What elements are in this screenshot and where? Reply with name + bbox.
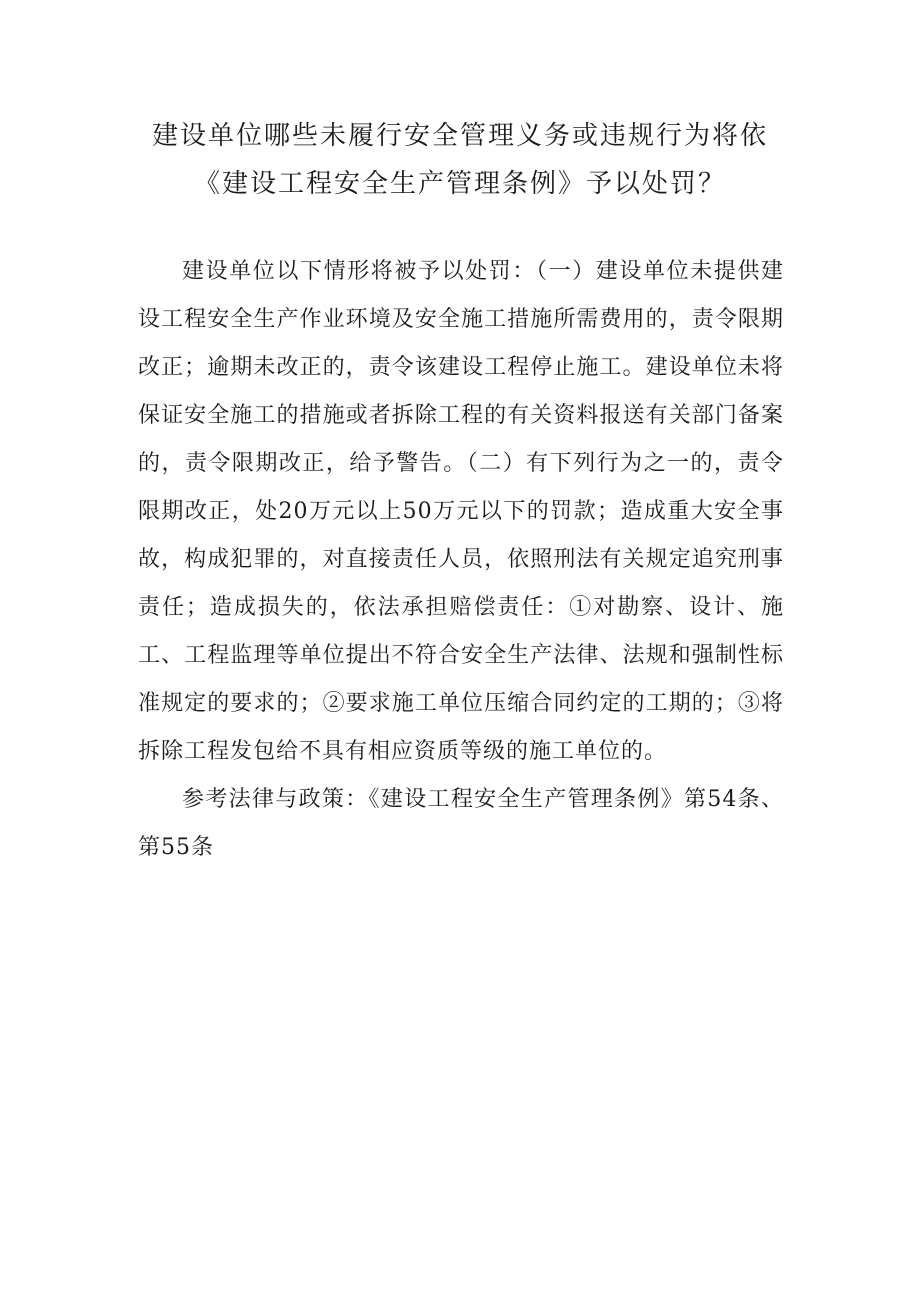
penalty-paragraph: 建设单位以下情形将被予以处罚：（一）建设单位未提供建设工程安全生产作业环境及安全施工措施所需费用的，责令限期改正；逾期未改正的，责令该建设工程停止施工。建设单位未将保证安全施工的措施或者拆除工程的有关资料报送有关部门备案的，责令限期改正，给予警告。（二）有下列行为之一的，责令限期改正，处20万元以上50万元以下的罚款；造成重大安全事故，构成犯罪的，对直接责任人员，依照刑法有关规定追究刑事责任；造成损失的，依法承担赔偿责任：①对勘察、设计、施工、工程监理等单位提出不符合安全生产法律、法规和强制性标准规定的要求的；②要求施工单位压缩合同约定的工期的；③将拆除工程发包给不具有相应资质等级的施工单位的。 [138,259,784,764]
title-line-1: 建设单位哪些未履行安全管理义务或违规行为将依 [151,121,768,151]
reference-paragraph: 参考法律与政策：《建设工程安全生产管理条例》第54条、第55条 [138,787,784,860]
document-title [120,112,800,208]
document-body [138,248,784,872]
title-line-2: 《建设工程安全生产管理条例》予以处罚？ [193,169,726,199]
